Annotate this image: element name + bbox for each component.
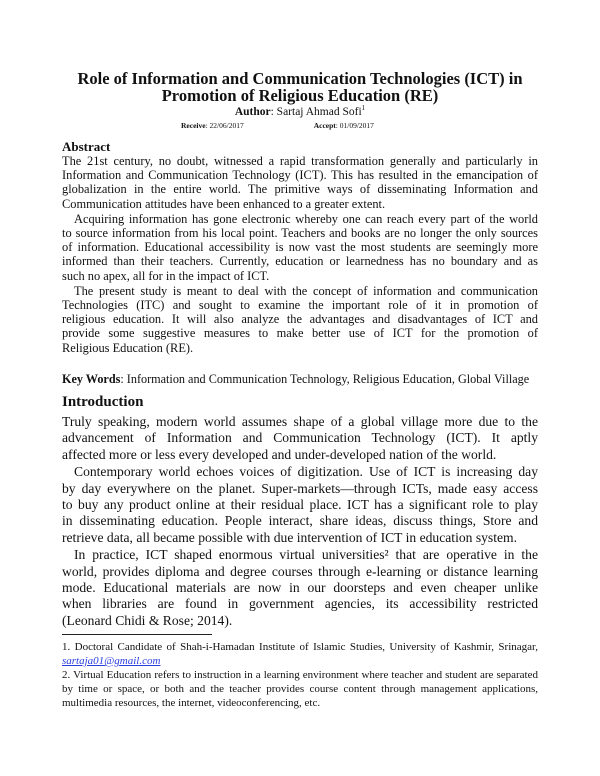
title-line: Role of Information and Communication Technologies (ICT) in	[77, 69, 523, 88]
text-line: Technologies (ITC) and sought to examine the important role of it in promotion of	[62, 298, 538, 313]
text-line: of information. Educational accessibility is now vast the most students are seemingly more	[62, 240, 538, 255]
receive-label: Receive	[181, 121, 206, 130]
text-line: informed than their teachers. Currently, education or learnedness has no boundary and as	[62, 254, 538, 269]
paragraph	[62, 154, 538, 211]
introduction-body	[62, 414, 538, 630]
text-line: Communication attitudes have been enhanced to a greater extent.	[62, 196, 386, 211]
author-footnote-ref: 1	[361, 104, 366, 113]
paragraph	[62, 284, 538, 355]
author-line	[62, 106, 538, 119]
receive-date: : 22/06/2017	[205, 121, 244, 130]
text-line: mode. Educational materials are now in our doorsteps and even cheaper unlike	[62, 580, 538, 596]
text-line: affected more or less every developed and under-developed nation of the world.	[62, 446, 497, 462]
text-line: Truly speaking, modern world assumes shape of a global village more due to the	[62, 414, 538, 429]
text-line: provide some suggestive measures to make better use of ICT for the promotion of	[62, 326, 538, 341]
keywords-label: Key Words	[62, 372, 121, 386]
footnote-2: by time or space, or both and the teacher provides course content through management applications,	[62, 683, 538, 695]
text-line: in disseminating education. People interact, share ideas, discuss things, Store and	[62, 513, 538, 529]
footnote-divider	[62, 634, 212, 635]
text-line: such no apex, all for in the impact of ICT.	[62, 268, 270, 283]
footnote-1: 1. Doctoral Candidate of Shah-i-Hamadan Institute of Islamic Studies, University of Kashmir, Srinagar,	[62, 641, 538, 653]
paragraph	[62, 547, 538, 629]
author-label: Author	[234, 106, 271, 118]
paragraph	[62, 212, 538, 283]
title-line: Promotion of Religious Education (RE)	[161, 86, 439, 105]
footnote-2: multimedia resources, the internet, videoconferencing, etc.	[62, 697, 321, 709]
text-line: In practice, ICT shaped enormous virtual universities² that are operative in the	[74, 547, 538, 563]
text-line: Contemporary world echoes voices of digitization. Use of ICT is increasing day	[74, 464, 538, 480]
dates-line	[181, 121, 374, 130]
text-line: retrieve data, all became possible with due intervention of ICT in education system.	[62, 529, 518, 545]
introduction-heading: Introduction	[62, 394, 144, 410]
text-line: advancement of Information and Communication Technology (ICT). It aptly	[62, 430, 538, 446]
text-line: religious education. It will also analyze the advantages and disadvantages of ICT and	[62, 312, 538, 327]
text-line: Information and Communication Technology (ICT). This has resulted in the emancipation of	[62, 168, 538, 183]
paper-title	[62, 70, 538, 104]
text-line: The 21st century, no doubt, witnessed a rapid transformation generally and particularly in	[62, 154, 538, 168]
abstract-body	[62, 154, 538, 356]
text-line: world, provides diploma and degree courses through e-learning or distance learning	[62, 563, 538, 579]
paragraph	[62, 414, 538, 463]
footnotes	[62, 640, 538, 710]
footnote-1-email-line	[62, 654, 538, 668]
keywords-text: : Information and Communication Technology, Religious Education, Global Village	[120, 372, 530, 386]
abstract-heading: Abstract	[62, 139, 111, 154]
text-line: to source information from his local point. Teachers and books are no longer the only sources	[62, 226, 538, 241]
accept-date: : 01/09/2017	[335, 121, 374, 130]
paragraph	[62, 464, 538, 546]
email-link[interactable]: sartaja01@gmail.com	[62, 655, 161, 667]
text-line: when libraries are found in government agencies, its accessibility restricted	[62, 596, 538, 612]
text-line: Religious Education (RE).	[62, 340, 194, 355]
text-line: Acquiring information has gone electronic whereby one can reach every part of the world	[74, 211, 538, 226]
accept-label: Accept	[313, 121, 336, 130]
author-name: : Sartaj Ahmad Sofi	[270, 106, 362, 118]
text-line: (Leonard Chidi & Rose; 2014).	[62, 612, 233, 628]
text-line: by day everywhere on the planet. Super-markets—through ICTs, made easy access	[62, 480, 538, 496]
footnote-2: 2. Virtual Education refers to instruction in a learning environment where teacher and student are separated	[62, 669, 538, 681]
keywords	[62, 372, 529, 386]
text-line: globalization in the entire world. The primitive ways of disseminating Information and	[62, 182, 538, 197]
text-line: The present study is meant to deal with the concept of information and communication	[74, 283, 538, 298]
text-line: to buy any product online at their residual place. ICT has a significant role to play	[62, 497, 538, 513]
